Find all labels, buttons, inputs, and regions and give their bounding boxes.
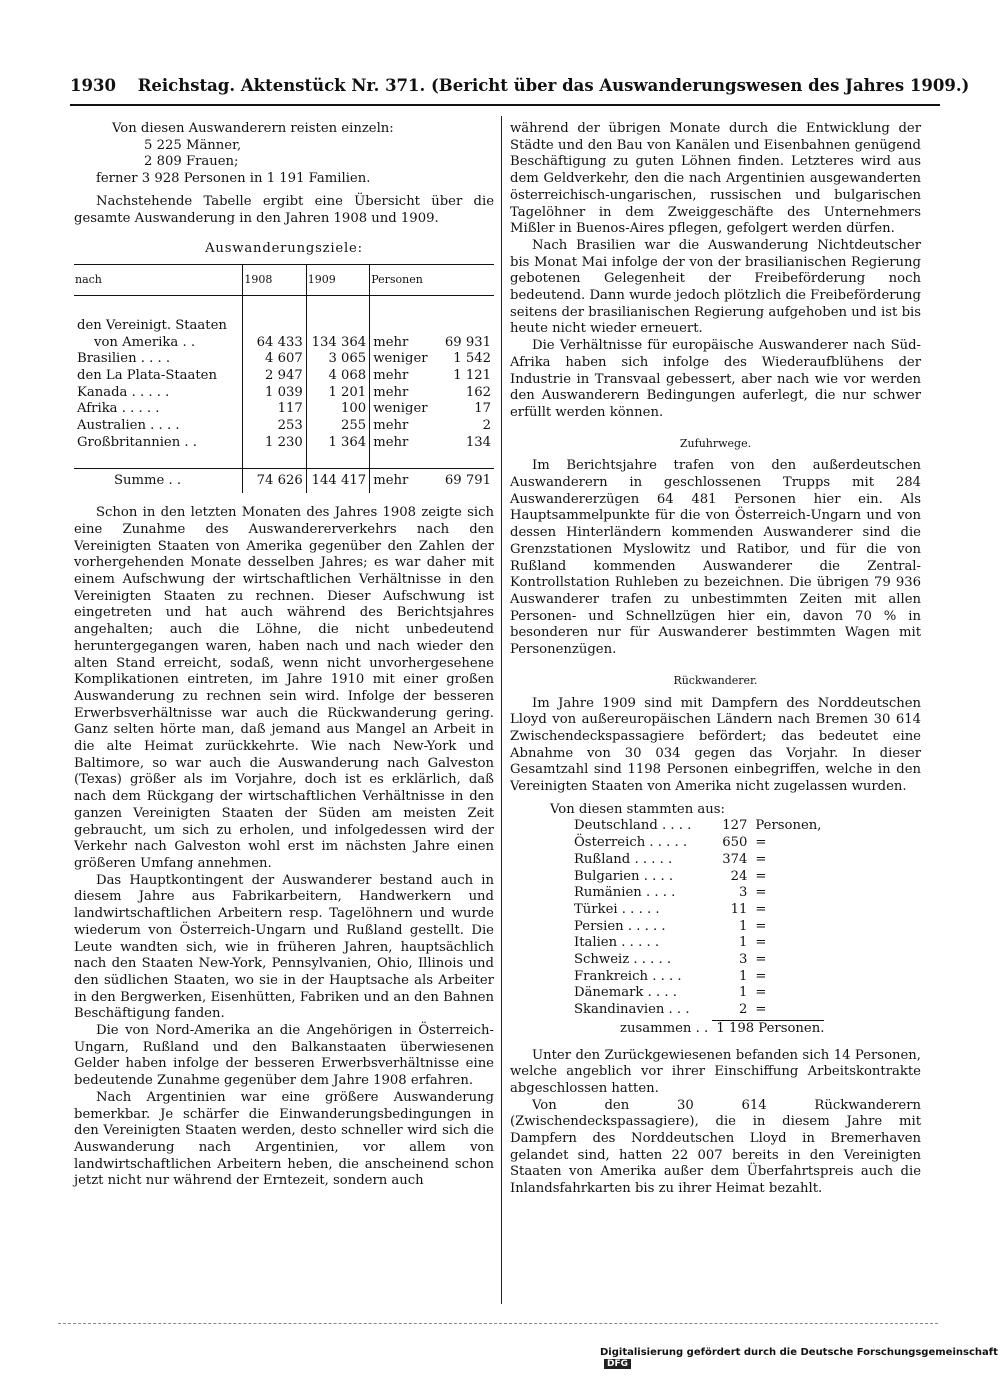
page-header <box>70 76 970 106</box>
list-cell: 1 <box>738 985 748 1001</box>
paragraph: Im Jahre 1909 sind mit Dampfern des Norddeutschen Lloyd von außereuropäischen Ländern nach Bremen 30 614 Zwischendeckspassagiere befördert; das bedeutet eine Abnahme von 30 034 gegen das Vorjahr. In dieser Gesamtzahl sind 1198 Personen einbegriffen, welche in den Vereinigten Staaten von Amerika nicht zugelassen wurden. <box>510 695 921 795</box>
list-cell: 374 <box>722 851 748 867</box>
table-cell: weniger <box>370 351 431 368</box>
table-cell: 3 065 <box>306 351 369 368</box>
table-cell: 1 039 <box>243 385 306 402</box>
list-total <box>510 1021 921 1038</box>
list-cell: Türkei . . . . . <box>574 901 660 917</box>
table-cell: mehr <box>370 469 431 494</box>
table-cell: mehr <box>370 418 431 435</box>
table-cell: Summe . . <box>74 469 243 494</box>
table-row <box>74 318 494 335</box>
table-cell: 100 <box>306 401 369 418</box>
table-header-row <box>74 264 494 295</box>
list-cell: 127 <box>722 818 748 834</box>
table-cell: 4 607 <box>243 351 306 368</box>
list-cell: = <box>755 851 767 867</box>
list-cell: = <box>755 885 767 901</box>
list-cell: = <box>755 868 767 884</box>
table-cell: 1 201 <box>306 385 369 402</box>
list-cell: Rußland . . . . . <box>574 851 673 867</box>
table-row <box>74 385 494 402</box>
paragraph: Nach Brasilien war die Auswanderung Nichtdeutscher bis Monat Mai infolge der von der brasilianischen Regierung gebotenen Gelegenheit der Freibeförderung noch bedeutend. Dann wurde jedoch plötzlich die Freibeförderung seitens der brasilianischen Regierung aufgehoben und ist bis heute nicht wieder erneuert. <box>510 237 921 337</box>
list-cell: 3 <box>738 952 748 968</box>
list-cell: Schweiz . . . . . <box>574 952 672 968</box>
list-item <box>570 1002 825 1019</box>
list-cell: 650 <box>722 835 748 851</box>
list-item <box>570 935 825 952</box>
table-cell: 74 626 <box>243 469 306 494</box>
table-cell: 134 364 <box>306 335 369 352</box>
table-sum-row <box>74 469 494 494</box>
table-cell: von Amerika . . <box>94 334 196 350</box>
list-cell: Frankreich . . . . <box>574 968 682 984</box>
table-cell: 2 <box>482 418 491 434</box>
paragraph: Im Berichtsjahre trafen von den außerdeutschen Auswanderern in geschlossenen Trupps mit 284 Auswandererzügen 64 481 Personen hier ein. Als Hauptsammelpunkte für die von Österreich-Ungarn und von dessen Hinterländern kommenden Auswanderer sind die Grenzstationen Myslowitz und Ratibor, und für die von Rußland kommenden Auswanderer die Zentral-Kontrollstation Ruhleben zu bezeichnen. Die übrigen 79 936 Auswanderer trafen zu unbestimmten Zeiten mit allen Personen- und Schnellzügen hier ein, davon 70 % in besonderen nur für Auswanderer bestimmten Wagen mit Personenzügen. <box>510 458 921 658</box>
table-cell: 1 230 <box>243 435 306 452</box>
page-number: 1930 <box>70 76 116 95</box>
list-item <box>570 919 825 936</box>
column-divider <box>501 116 502 1304</box>
list-item <box>570 835 825 852</box>
list-cell: Personen, <box>755 818 822 834</box>
right-column <box>510 121 921 1198</box>
table-cell <box>306 318 369 335</box>
paragraph: Nachstehende Tabelle ergibt eine Übersicht über die gesamte Auswanderung in den Jahren 1908 und 1909. <box>74 193 494 226</box>
paragraph: Die von Nord-Amerika an die Angehörigen in Österreich-Ungarn, Rußland und den Balkanstaaten überwiesenen Gelder haben infolge der besseren Erwerbsverhältnisse eine bedeutende Zunahme gegenüber dem Jahre 1908 erfahren. <box>74 1023 494 1089</box>
paragraph: Unter den Zurückgewiesenen befanden sich 14 Personen, welche angeblich vor ihrer Einschiffung Arbeitskontrakte abgeschlossen hatten. <box>510 1047 921 1096</box>
list-cell: Rumänien . . . . <box>574 885 676 901</box>
table-cell: Kanada . . . . . <box>77 384 170 400</box>
list-cell: 11 <box>730 901 748 917</box>
list-cell: = <box>755 985 767 1001</box>
intro-line: 2 809 Frauen; <box>144 154 239 170</box>
table-cell: 17 <box>474 401 491 417</box>
column-header: Personen <box>370 264 494 295</box>
column-header: 1909 <box>306 264 369 295</box>
table-row <box>74 351 494 368</box>
table-cell: 253 <box>243 418 306 435</box>
list-cell: 1 <box>738 918 748 934</box>
table-cell: Großbritannien . . <box>77 434 197 450</box>
table-cell: mehr <box>370 435 431 452</box>
list-item <box>570 952 825 969</box>
list-item <box>570 852 825 869</box>
table-cell: 1 121 <box>453 368 491 384</box>
table-cell <box>431 318 494 335</box>
section-heading: Zufuhrwege. <box>679 436 752 450</box>
table-cell: 144 417 <box>306 469 369 494</box>
table-cell: Afrika . . . . . <box>77 401 160 417</box>
table-row <box>74 435 494 452</box>
table-cell: 64 433 <box>243 335 306 352</box>
dfg-logo: DFG <box>604 1359 631 1369</box>
table-cell: 117 <box>243 401 306 418</box>
table-cell: 1 542 <box>453 351 491 367</box>
paragraph: Die Verhältnisse für europäische Auswanderer nach Süd-Afrika haben sich infolge des Wiederaufblühens der Industrie in Transvaal gebessert, aber nach wie vor werden den Auswanderern Bedingungen auferlegt, die nur schwer erfüllt werden können. <box>510 338 921 420</box>
table-cell: mehr <box>370 368 431 385</box>
table-cell: mehr <box>370 385 431 402</box>
list-cell: = <box>755 952 767 968</box>
table-cell: 4 068 <box>306 368 369 385</box>
table-cell: Australien . . . . <box>77 418 180 434</box>
list-item <box>570 885 825 902</box>
table-cell: mehr <box>370 335 431 352</box>
list-cell: = <box>755 901 767 917</box>
list-cell: 1 <box>738 968 748 984</box>
table-cell: weniger <box>370 401 431 418</box>
list-cell: Dänemark . . . . <box>574 985 677 1001</box>
emigration-table <box>74 264 494 493</box>
list-item <box>570 818 825 835</box>
list-intro: Von diesen stammten aus: <box>550 801 725 817</box>
table-cell: 162 <box>465 384 491 400</box>
paragraph: Nach Argentinien war eine größere Auswanderung bemerkbar. Je schärfer die Einwanderungsbedingungen in den Vereinigten Staaten werden, desto schneller wird sich die Auswanderung nach Argentinien, vor allem von landwirtschaftlichen Arbeitern heben, die anscheinend schon jetzt nicht nur während der Erntezeit, sondern auch <box>74 1089 494 1189</box>
list-cell: Österreich . . . . . <box>574 835 688 851</box>
paragraph: Von den 30 614 Rückwanderern (Zwischendeckspassagiere), die in diesem Jahre mit Dampfern des Norddeutschen Lloyd in Bremerhaven gelandet sind, hatten 22 007 bereits in den Vereinigten Staaten von Amerika außer dem Überfahrtspreis auch die Inlandsfahrkarten bis zu ihrer Heimat bezahlt. <box>510 1097 921 1197</box>
table-row <box>74 418 494 435</box>
paragraph: Das Hauptkontingent der Auswanderer bestand auch in diesem Jahre aus Fabrikarbeitern, Handwerkern und landwirtschaftlichen Arbeitern resp. Tagelöhnern und wurde wiederum von Österreich-Ungarn und Rußland gestellt. Die Leute wandten sich, wie in früheren Jahren, hauptsächlich nach den Staaten New-York, Pennsylvanien, Ohio, Illinois und den südlichen Staaten, wo sie in der Hauptsache als Arbeiter in den Bergwerken, Eisenhütten, Fabriken und an den Bahnen Beschäftigung fanden. <box>74 872 494 1022</box>
list-total-label: zusammen . . <box>620 1020 709 1036</box>
table-cell: 134 <box>465 434 491 450</box>
list-cell: 24 <box>730 868 748 884</box>
list-item <box>570 969 825 986</box>
table-cell: Brasilien . . . . <box>77 351 171 367</box>
table-cell <box>243 318 306 335</box>
list-cell: 2 <box>738 1002 748 1018</box>
column-header: 1908 <box>243 264 306 295</box>
table-cell: 2 947 <box>243 368 306 385</box>
column-header: nach <box>74 264 243 295</box>
list-cell: 1 <box>738 935 748 951</box>
list-cell: Italien . . . . . <box>574 935 660 951</box>
footer-text: Digitalisierung gefördert durch die Deutsche Forschungsgemeinschaft <box>600 1347 998 1358</box>
table-cell: 69 791 <box>431 469 494 494</box>
list-cell: 3 <box>738 885 748 901</box>
list-cell: Persien . . . . . <box>574 918 666 934</box>
list-item <box>570 902 825 919</box>
page-title: Reichstag. Aktenstück Nr. 371. (Bericht über das Auswanderungswesen des Jahres 1909.) <box>137 76 970 95</box>
intro-line: Von diesen Auswanderern reisten einzeln: <box>112 121 394 136</box>
table-row <box>74 335 494 352</box>
footer <box>600 1347 1000 1369</box>
list-cell: = <box>755 918 767 934</box>
left-column <box>74 121 494 1190</box>
origin-list <box>570 818 825 1018</box>
table-cell <box>370 318 431 335</box>
table-cell: 69 931 <box>444 334 491 350</box>
page-bottom-rule <box>58 1323 938 1324</box>
table-cell: den La Plata-Staaten <box>77 368 217 384</box>
list-cell: = <box>755 1002 767 1018</box>
table-cell: den Vereinigt. Staaten <box>77 317 227 333</box>
table-cell: 1 364 <box>306 435 369 452</box>
section-heading: Rückwanderer. <box>673 673 758 687</box>
list-cell: Skandinavien . . . <box>574 1002 690 1018</box>
list-cell: = <box>755 968 767 984</box>
intro-line: 5 225 Männer, <box>144 137 242 153</box>
table-cell: 255 <box>306 418 369 435</box>
paragraph: während der übrigen Monate durch die Entwicklung der Städte und den Bau von Kanälen und Eisenbahnen genügend Beschäftigung zu guten Löhnen finden. Letzteres wird aus dem Geldverkehr, den die nach Argentinien ausgewanderten österreichisch-ungarischen, russischen und bulgarischen Tagelöhner in dem Zweiggeschäfte des Unternehmers Mißler in Buenos-Aires pflegen, gefolgert werden dürfen. <box>510 121 921 237</box>
table-row <box>74 368 494 385</box>
table-row <box>74 401 494 418</box>
paragraph: Schon in den letzten Monaten des Jahres 1908 zeigte sich eine Zunahme des Auswandererverkehrs nach den Vereinigten Staaten von Amerika gegenüber den Zahlen der vorhergehenden Monate desselben Jahres; es war daher mit einem Aufschwung der wirtschaftlichen Verhältnisse in den Vereinigten Staaten zu rechnen. Dieser Aufschwung ist eingetreten und hat auch während des Berichtsjahres angehalten; auch die Löhne, die nicht unbedeutend heruntergegangen waren, haben nach und nach wieder den alten Stand erreicht, sodaß, wenn nicht unvorhergesehene Komplikationen eintreten, im Jahre 1910 mit einer großen Auswanderung zu rechnen sein wird. Infolge der besseren Erwerbsverhältnisse war auch die Rückwanderung gering. Ganz selten hörte man, daß jemand aus Mangel an Arbeit in die alte Heimat zurückkehrte. Wie nach New-York und Baltimore, so war auch die Auswanderung nach Galveston (Texas) größer als im Vorjahre, doch ist es erklärlich, daß nach dem Rückgang der wirtschaftlichen Verhältnisse in den ganzen Vereinigten Staaten der Süden am meisten Zeit gebraucht, um sich zu erholen, und infolgedessen wird der Verkehr nach Galveston wohl erst im nächsten Jahre einen größeren Umfang annehmen. <box>74 505 494 871</box>
table-title: Auswanderungsziele: <box>205 241 363 257</box>
list-cell: Deutschland . . . . <box>574 818 692 834</box>
list-cell: Bulgarien . . . . <box>574 868 674 884</box>
list-total-value: 1 198 Personen. <box>712 1020 824 1036</box>
list-item <box>570 869 825 886</box>
list-cell: = <box>755 935 767 951</box>
intro-line: ferner 3 928 Personen in 1 191 Familien. <box>96 171 371 187</box>
list-item <box>570 985 825 1002</box>
list-cell: = <box>755 835 767 851</box>
